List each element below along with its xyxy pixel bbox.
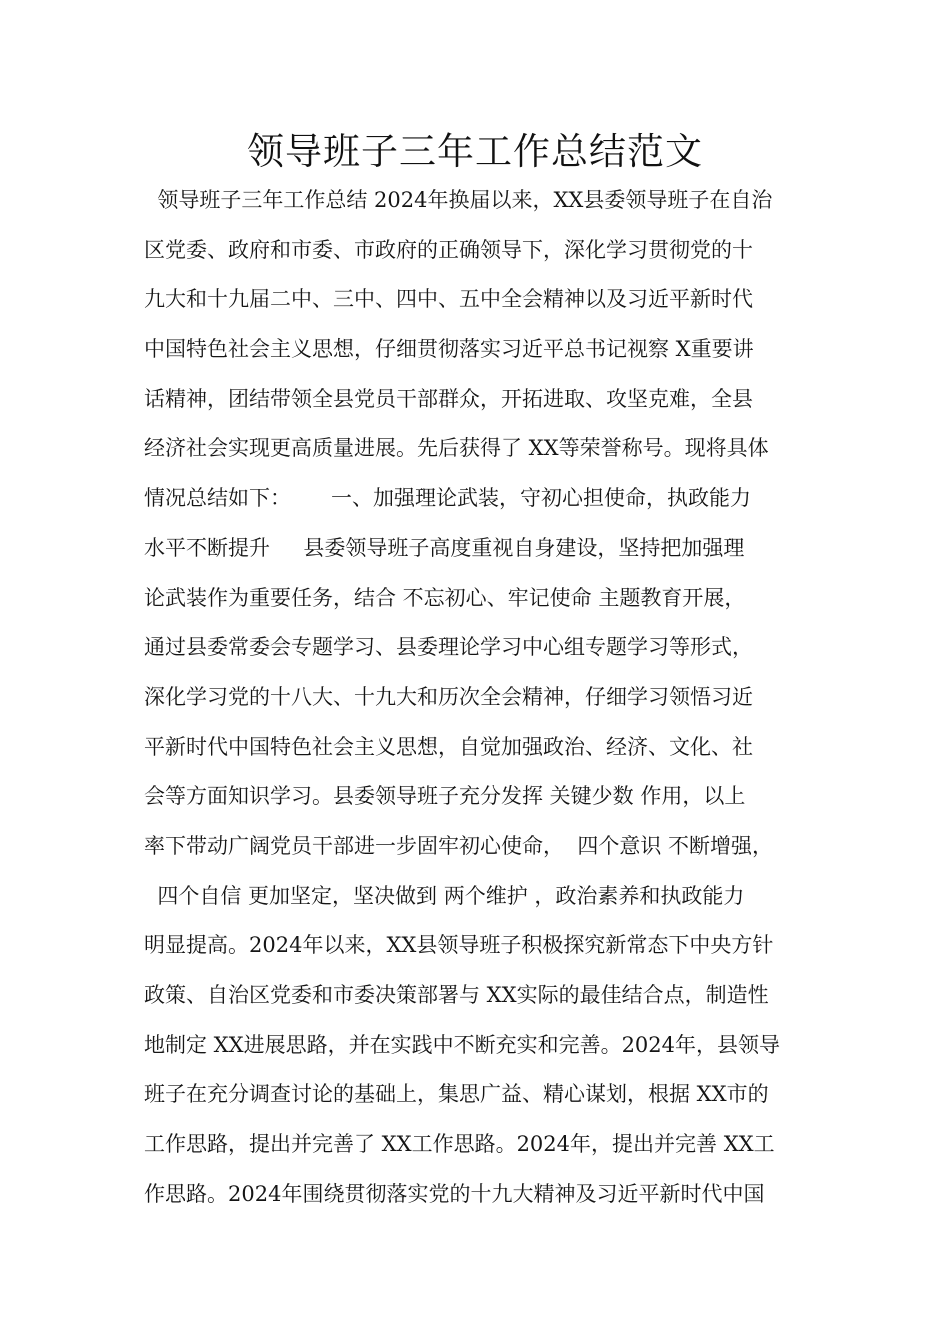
body-line: 领导班子三年工作总结 2024年换届以来，XX县委领导班子在自治: [144, 188, 773, 212]
body-line: 论武装作为重要任务，结合 不忘初心、牢记使命 主题教育开展，: [144, 585, 746, 610]
document-body: [144, 176, 814, 1219]
body-line: 中国特色社会主义思想，仔细贯彻落实习近平总书记视察 X重要讲: [144, 337, 754, 362]
body-line: 深化学习党的十八大、十九大和历次全会精神，仔细学习领悟习近: [144, 684, 753, 709]
body-line: 工作思路，提出并完善了 XX工作思路。2024年，提出并完善 XX工: [144, 1132, 775, 1157]
body-line: 地制定 XX进展思路，并在实践中不断充实和完善。2024年，县领导: [144, 1032, 781, 1057]
body-line: 政策、自治区党委和市委决策部署与 XX实际的最佳结合点，制造性: [144, 983, 769, 1007]
body-line: 作思路。2024年围绕贯彻落实党的十九大精神及习近平新时代中国: [144, 1181, 765, 1206]
body-line: 率下带动广阔党员干部进一步固牢初心使命， 四个意识 不断增强，: [144, 833, 774, 858]
document-title: 领导班子三年工作总结范文: [247, 130, 703, 173]
body-line: 水平不断提升 县委领导班子高度重视自身建设，坚持把加强理: [144, 535, 745, 560]
body-line: 通过县委常委会专题学习、县委理论学习中心组专题学习等形式，: [144, 635, 753, 660]
body-line: 班子在充分调查讨论的基础上，集思广益、精心谋划，根据 XX市的: [144, 1082, 769, 1107]
body-line: 四个自信 更加坚定，坚决做到 两个维护 ，政治素养和执政能力: [144, 883, 745, 908]
body-line: 情况总结如下： 一、加强理论武装，守初心担使命，执政能力: [144, 486, 752, 511]
body-line: 明显提高。2024年以来，XX县领导班子积极探究新常态下中央方针: [144, 933, 774, 958]
body-line: 平新时代中国特色社会主义思想，自觉加强政治、经济、文化、社: [144, 734, 753, 759]
body-line: 经济社会实现更高质量进展。先后获得了 XX等荣誉称号。现将具体: [144, 436, 769, 461]
body-line: 会等方面知识学习。县委领导班子充分发挥 关键少数 作用，以上: [144, 784, 746, 809]
body-line: 区党委、政府和市委、市政府的正确领导下，深化学习贯彻党的十: [144, 237, 753, 262]
body-line: 九大和十九届二中、三中、四中、五中全会精神以及习近平新时代: [144, 287, 753, 312]
body-line: 话精神，团结带领全县党员干部群众，开拓进取、攻坚克难，全县: [144, 386, 753, 411]
